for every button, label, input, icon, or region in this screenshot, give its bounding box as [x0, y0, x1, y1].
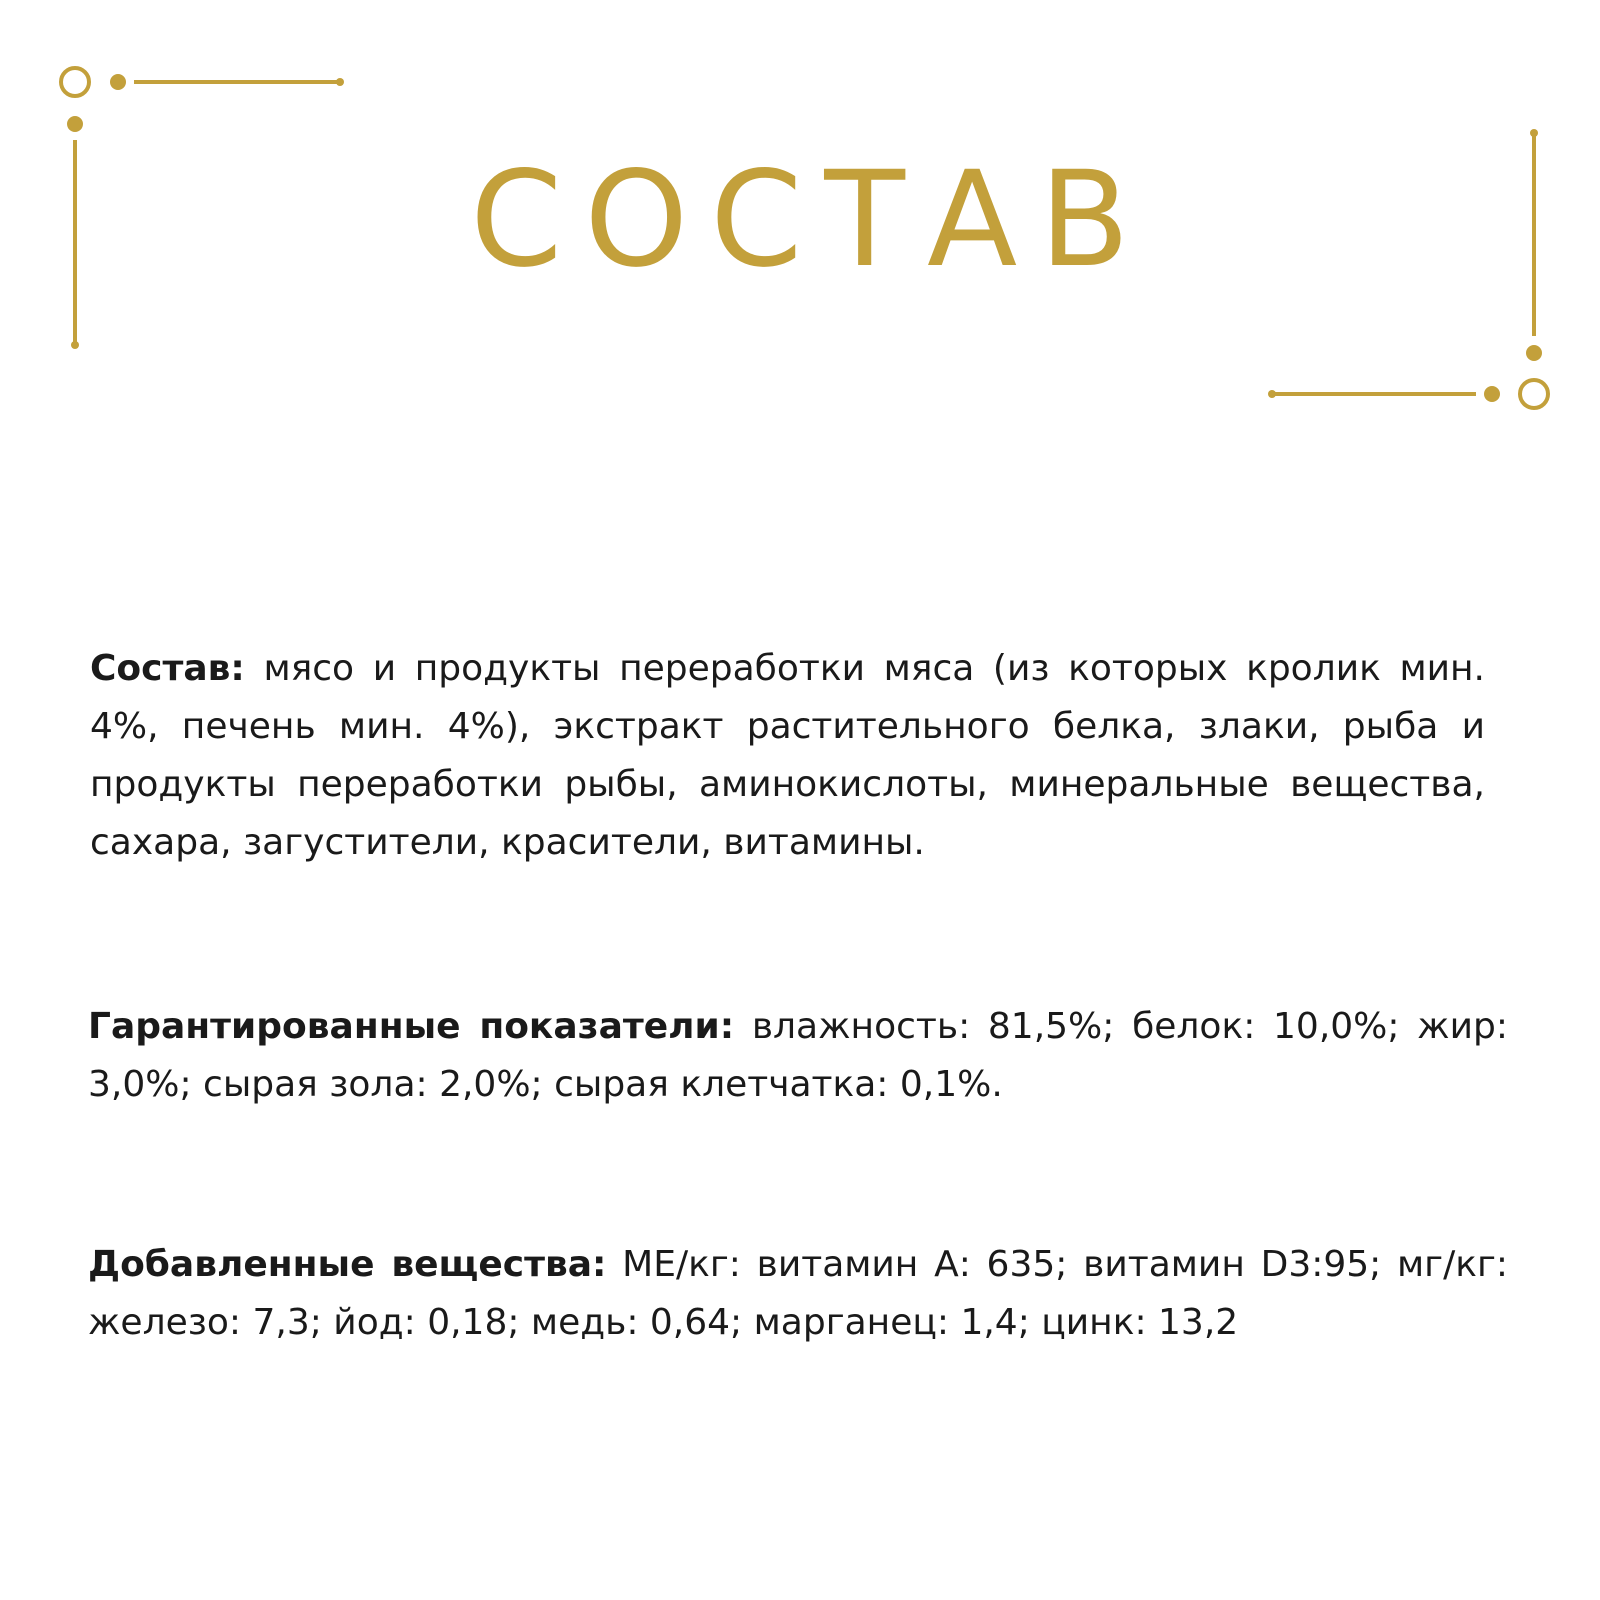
- ornament-ring-top-left: [61, 68, 89, 96]
- guaranteed-values-section: [88, 998, 1508, 1114]
- additives-section: [88, 1236, 1508, 1352]
- guaranteed-values-label: Гарантированные показатели:: [88, 1006, 735, 1047]
- ornament-dot: [1526, 345, 1542, 361]
- page-title: СОСТАВ: [470, 143, 1152, 297]
- ornament-dot: [1484, 386, 1500, 402]
- ornament-end-dot: [1530, 129, 1538, 137]
- ornament-ring-bottom-right: [1520, 380, 1548, 408]
- composition-section: [90, 640, 1485, 872]
- ornament-dot: [67, 116, 83, 132]
- additives-label: Добавленные вещества:: [88, 1244, 607, 1285]
- ornament-end-dot: [1268, 390, 1276, 398]
- guaranteed-values-text: влажность: 81,5%; белок: 10,0%; жир: 3,0%; сырая зола: 2,0%; сырая клетчатка: 0,1%.: [88, 1006, 1508, 1105]
- composition-text: мясо и продукты переработки мяса (из которых кролик мин. 4%, печень мин. 4%), экстракт растительного белка, злаки, рыба и продукты переработки рыбы, аминокислоты, минеральные вещества, сахара, загустители, красители, витамины.: [90, 648, 1485, 863]
- ornament-dot: [110, 74, 126, 90]
- ornament-end-dot: [71, 341, 79, 349]
- additives-text: МЕ/кг: витамин А: 635; витамин D3:95; мг/кг: железо: 7,3; йод: 0,18; медь: 0,64; марганец: 1,4; цинк: 13,2: [88, 1244, 1508, 1343]
- composition-label: Состав:: [90, 648, 245, 689]
- ornament-end-dot: [336, 78, 344, 86]
